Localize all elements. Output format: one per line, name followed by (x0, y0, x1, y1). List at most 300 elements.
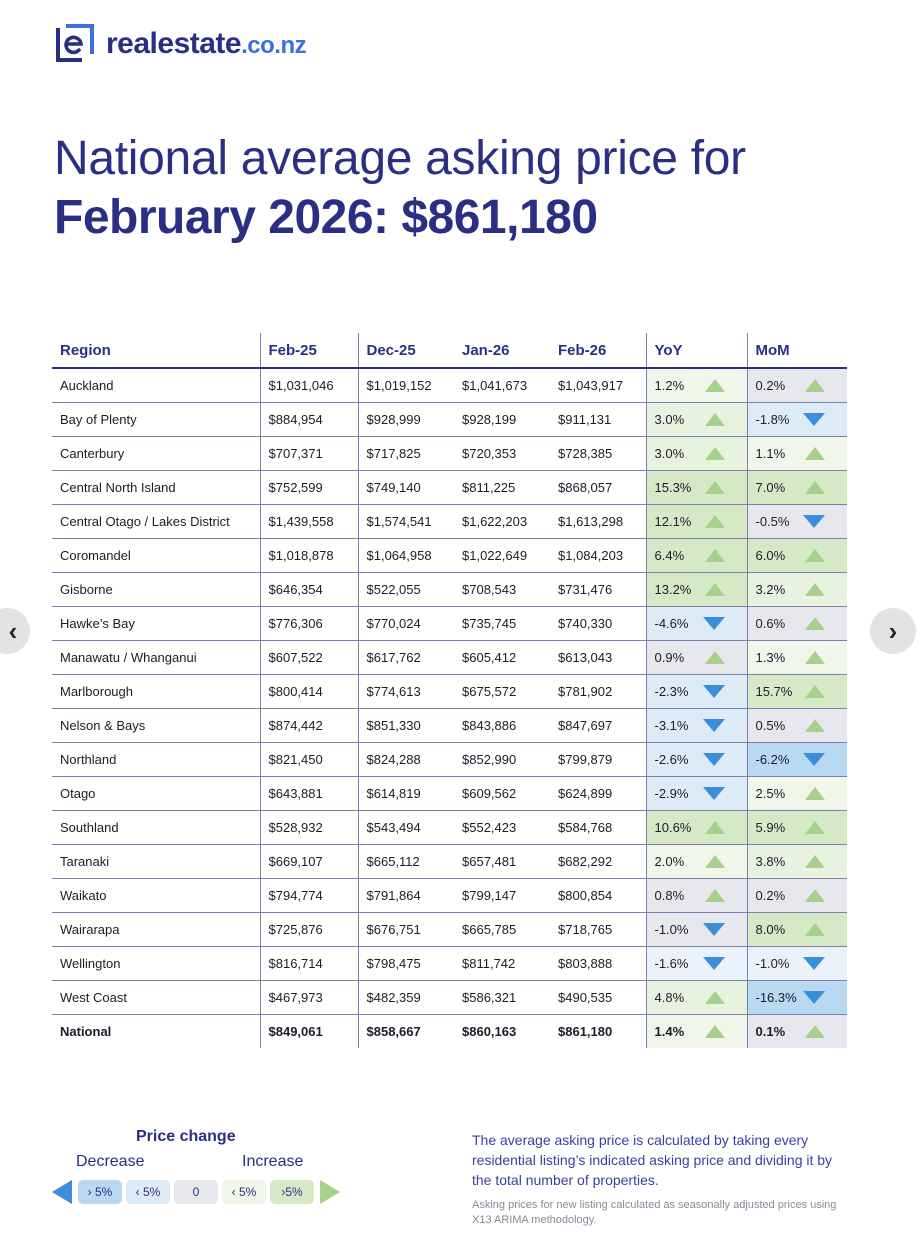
yoy-cell (646, 573, 747, 607)
yoy-value: -2.6% (654, 752, 689, 767)
mom-cell (747, 1015, 847, 1049)
region-cell: Wairarapa (52, 913, 260, 947)
triangle-down-icon (703, 719, 725, 732)
yoy-change (655, 947, 747, 980)
yoy-change (655, 811, 747, 844)
jan26-cell: $605,412 (454, 641, 550, 675)
triangle-up-icon (805, 379, 825, 392)
jan26-cell: $843,886 (454, 709, 550, 743)
realestate-logo-icon (52, 22, 96, 66)
feb25-cell: $776,306 (260, 607, 358, 641)
region-cell: Gisborne (52, 573, 260, 607)
table-row (52, 403, 847, 437)
mom-change (756, 675, 848, 708)
triangle-up-icon (805, 685, 825, 698)
yoy-value: 0.8% (654, 888, 685, 903)
triangle-up-icon (805, 583, 825, 596)
table-header-row (52, 333, 847, 368)
mom-cell (747, 607, 847, 641)
jan26-cell: $609,562 (454, 777, 550, 811)
yoy-cell (646, 539, 747, 573)
yoy-value: -1.0% (654, 922, 689, 937)
feb25-cell: $1,031,046 (260, 368, 358, 403)
triangle-up-icon (705, 379, 725, 392)
dec25-cell: $851,330 (358, 709, 454, 743)
mom-cell (747, 641, 847, 675)
region-cell: Canterbury (52, 437, 260, 471)
triangle-up-icon (805, 447, 825, 460)
dec25-cell: $617,762 (358, 641, 454, 675)
mom-cell (747, 879, 847, 913)
dec25-cell: $717,825 (358, 437, 454, 471)
triangle-down-icon (703, 787, 725, 800)
feb25-cell: $669,107 (260, 845, 358, 879)
mom-cell (747, 913, 847, 947)
asking-price-table-container (52, 333, 847, 1048)
table-row (52, 368, 847, 403)
feb26-cell: $847,697 (550, 709, 646, 743)
triangle-up-icon (805, 855, 825, 868)
table-row (52, 743, 847, 777)
triangle-up-icon (805, 651, 825, 664)
feb26-cell: $613,043 (550, 641, 646, 675)
dec25-cell: $482,359 (358, 981, 454, 1015)
mom-value: 6.0% (755, 548, 786, 563)
dec25-cell: $614,819 (358, 777, 454, 811)
triangle-down-icon (803, 413, 825, 426)
triangle-up-icon (705, 481, 725, 494)
mom-value: 3.8% (755, 854, 786, 869)
feb25-cell: $800,414 (260, 675, 358, 709)
mom-cell (747, 437, 847, 471)
note-main-text: The average asking price is calculated by taking every residential listing’s indicated asking price and dividing it by the total number of properties. (472, 1132, 833, 1188)
table-body (52, 368, 847, 1048)
feb25-cell: $725,876 (260, 913, 358, 947)
mom-value: 1.3% (755, 650, 786, 665)
legend-scale (52, 1180, 340, 1204)
region-cell: Auckland (52, 368, 260, 403)
yoy-change (655, 403, 747, 436)
region-cell: Coromandel (52, 539, 260, 573)
mom-cell (747, 539, 847, 573)
jan26-cell: $928,199 (454, 403, 550, 437)
legend-box-no-change: 0 (174, 1180, 218, 1204)
yoy-cell (646, 437, 747, 471)
region-cell: Hawke’s Bay (52, 607, 260, 641)
mom-change (756, 505, 848, 538)
page-title (54, 130, 746, 248)
legend-box-large-increase: ›5% (270, 1180, 314, 1204)
dec25-cell: $1,574,541 (358, 505, 454, 539)
yoy-change (655, 369, 747, 402)
feb26-cell: $911,131 (550, 403, 646, 437)
yoy-change (655, 471, 747, 504)
region-cell: Waikato (52, 879, 260, 913)
yoy-change (655, 675, 747, 708)
triangle-up-icon (705, 855, 725, 868)
mom-value: 15.7% (755, 684, 793, 699)
triangle-down-icon (703, 753, 725, 766)
mom-change (756, 811, 848, 844)
triangle-down-icon (803, 515, 825, 528)
dec25-cell: $798,475 (358, 947, 454, 981)
yoy-value: 1.2% (654, 378, 685, 393)
yoy-change (655, 743, 747, 776)
mom-cell (747, 845, 847, 879)
triangle-up-icon (705, 413, 725, 426)
triangle-down-icon (703, 685, 725, 698)
region-cell: Marlborough (52, 675, 260, 709)
mom-change (756, 641, 848, 674)
feb26-cell: $682,292 (550, 845, 646, 879)
mom-change (756, 403, 848, 436)
dec25-cell: $774,613 (358, 675, 454, 709)
headline-line2: February 2026: $861,180 (54, 191, 598, 244)
region-cell: Wellington (52, 947, 260, 981)
yoy-value: 12.1% (654, 514, 692, 529)
logo-wordmark (106, 27, 306, 61)
yoy-change (655, 607, 747, 640)
feb26-cell: $1,043,917 (550, 368, 646, 403)
legend-title: Price change (136, 1128, 236, 1145)
mom-value: 2.5% (755, 786, 786, 801)
table-row (52, 777, 847, 811)
yoy-cell (646, 981, 747, 1015)
table-row-national (52, 1015, 847, 1049)
dec25-cell: $1,019,152 (358, 368, 454, 403)
yoy-change (655, 913, 747, 946)
yoy-change (655, 845, 747, 878)
triangle-up-icon (805, 481, 825, 494)
jan26-cell: $852,990 (454, 743, 550, 777)
table-row (52, 437, 847, 471)
region-cell: National (60, 1024, 112, 1039)
jan26-cell: $735,745 (454, 607, 550, 641)
feb25-cell: $821,450 (260, 743, 358, 777)
yoy-value: 3.0% (654, 412, 685, 427)
yoy-cell (646, 947, 747, 981)
table-row (52, 641, 847, 675)
dec25-cell: $665,112 (358, 845, 454, 879)
mom-cell (747, 981, 847, 1015)
feb26-cell: $799,879 (550, 743, 646, 777)
dec25-cell: $770,024 (358, 607, 454, 641)
mom-cell (747, 777, 847, 811)
triangle-up-icon (805, 549, 825, 562)
yoy-cell (646, 368, 747, 403)
dec25-cell: $676,751 (358, 913, 454, 947)
feb26-cell: $718,765 (550, 913, 646, 947)
region-cell: Nelson & Bays (52, 709, 260, 743)
column-header-feb26: Feb-26 (550, 333, 646, 368)
yoy-value: 10.6% (654, 820, 692, 835)
triangle-down-icon (803, 991, 825, 1004)
triangle-up-icon (805, 923, 825, 936)
mom-cell (747, 947, 847, 981)
decrease-arrow-icon (52, 1180, 72, 1204)
feb25-cell: $849,061 (260, 1015, 358, 1049)
yoy-cell (646, 607, 747, 641)
feb25-cell: $752,599 (260, 471, 358, 505)
mom-change (756, 879, 848, 912)
region-cell: West Coast (52, 981, 260, 1015)
feb26-cell: $740,330 (550, 607, 646, 641)
yoy-value: -2.9% (654, 786, 689, 801)
table-row (52, 573, 847, 607)
region-cell: Otago (52, 777, 260, 811)
yoy-value: 15.3% (654, 480, 692, 495)
region-cell: Manawatu / Whanganui (52, 641, 260, 675)
yoy-cell (646, 743, 747, 777)
jan26-cell: $1,622,203 (454, 505, 550, 539)
yoy-change (655, 505, 747, 538)
triangle-up-icon (805, 889, 825, 902)
triangle-down-icon (703, 617, 725, 630)
region-cell: Southland (52, 811, 260, 845)
jan26-cell: $799,147 (454, 879, 550, 913)
yoy-cell (646, 1015, 747, 1049)
mom-cell (747, 811, 847, 845)
next-slide-button[interactable] (870, 608, 916, 654)
mom-value: 0.6% (755, 616, 786, 631)
yoy-value: 4.8% (654, 990, 685, 1005)
yoy-cell (646, 913, 747, 947)
jan26-cell: $657,481 (454, 845, 550, 879)
yoy-cell (646, 709, 747, 743)
feb25-cell: $643,881 (260, 777, 358, 811)
yoy-value: -4.6% (654, 616, 689, 631)
jan26-cell: $720,353 (454, 437, 550, 471)
mom-value: -1.0% (755, 956, 790, 971)
mom-change (756, 913, 848, 946)
table-row (52, 845, 847, 879)
jan26-cell: $1,041,673 (454, 368, 550, 403)
yoy-cell (646, 675, 747, 709)
column-header-jan26: Jan-26 (454, 333, 550, 368)
column-header-dec25: Dec-25 (358, 333, 454, 368)
table-row (52, 913, 847, 947)
chevron-left-icon: ‹ (8, 615, 18, 646)
yoy-value: 6.4% (654, 548, 685, 563)
feb25-cell: $874,442 (260, 709, 358, 743)
mom-change (756, 981, 848, 1014)
mom-cell (747, 403, 847, 437)
triangle-up-icon (705, 991, 725, 1004)
feb26-cell: $731,476 (550, 573, 646, 607)
feb25-cell: $607,522 (260, 641, 358, 675)
logo[interactable] (52, 22, 306, 66)
yoy-change (655, 539, 747, 572)
mom-change (756, 709, 848, 742)
triangle-up-icon (705, 583, 725, 596)
column-header-mom: MoM (747, 333, 847, 368)
yoy-value: -2.3% (654, 684, 689, 699)
yoy-change (655, 437, 747, 470)
triangle-up-icon (805, 719, 825, 732)
mom-cell (747, 471, 847, 505)
yoy-change (655, 709, 747, 742)
mom-value: 3.2% (755, 582, 786, 597)
chevron-right-icon: › (888, 615, 898, 646)
mom-cell (747, 505, 847, 539)
triangle-up-icon (705, 549, 725, 562)
mom-cell (747, 743, 847, 777)
yoy-change (655, 879, 747, 912)
dec25-cell: $824,288 (358, 743, 454, 777)
triangle-up-icon (705, 1025, 725, 1038)
mom-value: -0.5% (755, 514, 790, 529)
mom-value: 0.2% (755, 888, 786, 903)
mom-change (756, 607, 848, 640)
feb25-cell: $1,018,878 (260, 539, 358, 573)
yoy-change (655, 1015, 747, 1048)
table-row (52, 981, 847, 1015)
feb25-cell: $794,774 (260, 879, 358, 913)
column-header-region: Region (52, 333, 260, 368)
mom-value: 5.9% (755, 820, 786, 835)
note-small-text: Asking prices for new listing calculated as seasonally adjusted prices using X13 ARIMA methodology. (472, 1199, 837, 1226)
table-row (52, 539, 847, 573)
yoy-value: 0.9% (654, 650, 685, 665)
jan26-cell: $552,423 (454, 811, 550, 845)
feb25-cell: $528,932 (260, 811, 358, 845)
jan26-cell: $586,321 (454, 981, 550, 1015)
jan26-cell: $708,543 (454, 573, 550, 607)
increase-arrow-icon (320, 1180, 340, 1204)
asking-price-table (52, 333, 847, 1048)
table-row (52, 505, 847, 539)
feb26-cell: $624,899 (550, 777, 646, 811)
mom-value: -6.2% (755, 752, 790, 767)
jan26-cell: $675,572 (454, 675, 550, 709)
table-row (52, 811, 847, 845)
triangle-down-icon (803, 753, 825, 766)
region-cell: Central North Island (52, 471, 260, 505)
yoy-cell (646, 505, 747, 539)
jan26-cell: $811,742 (454, 947, 550, 981)
dec25-cell: $858,667 (358, 1015, 454, 1049)
triangle-down-icon (703, 957, 725, 970)
mom-value: -1.8% (755, 412, 790, 427)
mom-change (756, 437, 848, 470)
triangle-up-icon (805, 821, 825, 834)
table-row (52, 675, 847, 709)
yoy-value: 3.0% (654, 446, 685, 461)
mom-cell (747, 675, 847, 709)
table-row (52, 607, 847, 641)
feb26-cell: $868,057 (550, 471, 646, 505)
mom-change (756, 573, 848, 606)
mom-change (756, 845, 848, 878)
feb26-cell: $1,084,203 (550, 539, 646, 573)
legend-box-large-decrease: › 5% (78, 1180, 122, 1204)
triangle-up-icon (805, 1025, 825, 1038)
feb25-cell: $1,439,558 (260, 505, 358, 539)
triangle-up-icon (705, 889, 725, 902)
triangle-up-icon (805, 787, 825, 800)
dec25-cell: $1,064,958 (358, 539, 454, 573)
dec25-cell: $928,999 (358, 403, 454, 437)
yoy-cell (646, 471, 747, 505)
feb26-cell: $800,854 (550, 879, 646, 913)
previous-slide-button[interactable] (0, 608, 30, 654)
mom-cell (747, 573, 847, 607)
legend-box-small-increase: ‹ 5% (222, 1180, 266, 1204)
triangle-up-icon (705, 447, 725, 460)
jan26-cell: $860,163 (462, 1024, 517, 1039)
logo-name: realestate (106, 27, 242, 60)
mom-change (756, 777, 848, 810)
mom-cell (747, 368, 847, 403)
triangle-up-icon (805, 617, 825, 630)
feb26-cell: $584,768 (550, 811, 646, 845)
yoy-change (655, 981, 747, 1014)
yoy-cell (646, 879, 747, 913)
table-row (52, 709, 847, 743)
yoy-change (655, 573, 747, 606)
yoy-cell (646, 403, 747, 437)
mom-change (756, 369, 848, 402)
jan26-cell: $811,225 (454, 471, 550, 505)
yoy-value: 13.2% (654, 582, 692, 597)
methodology-note (472, 1130, 852, 1228)
yoy-value: -3.1% (654, 718, 689, 733)
feb26-cell: $803,888 (550, 947, 646, 981)
mom-value: 7.0% (755, 480, 786, 495)
yoy-value: 2.0% (654, 854, 685, 869)
yoy-cell (646, 845, 747, 879)
triangle-up-icon (705, 515, 725, 528)
yoy-change (655, 641, 747, 674)
yoy-value: 1.4% (654, 1024, 685, 1039)
feb26-cell: $1,613,298 (550, 505, 646, 539)
column-header-yoy: YoY (646, 333, 747, 368)
yoy-change (655, 777, 747, 810)
feb26-cell: $861,180 (558, 1024, 613, 1039)
dec25-cell: $791,864 (358, 879, 454, 913)
mom-value: 8.0% (755, 922, 786, 937)
mom-change (756, 1015, 848, 1048)
mom-value: 0.1% (755, 1024, 786, 1039)
jan26-cell: $1,022,649 (454, 539, 550, 573)
mom-change (756, 539, 848, 572)
headline-line1: National average asking price for (54, 132, 746, 185)
region-cell: Bay of Plenty (52, 403, 260, 437)
mom-change (756, 471, 848, 504)
feb25-cell: $707,371 (260, 437, 358, 471)
yoy-cell (646, 777, 747, 811)
feb25-cell: $646,354 (260, 573, 358, 607)
yoy-cell (646, 641, 747, 675)
dec25-cell: $749,140 (358, 471, 454, 505)
legend-increase-label: Increase (242, 1153, 304, 1170)
triangle-down-icon (703, 923, 725, 936)
mom-change (756, 947, 848, 980)
column-header-feb25: Feb-25 (260, 333, 358, 368)
jan26-cell: $665,785 (454, 913, 550, 947)
legend-decrease-label: Decrease (76, 1153, 145, 1170)
feb26-cell: $728,385 (550, 437, 646, 471)
region-cell: Northland (52, 743, 260, 777)
triangle-up-icon (705, 651, 725, 664)
table-row (52, 471, 847, 505)
mom-value: -16.3% (755, 990, 797, 1005)
table-row (52, 947, 847, 981)
triangle-down-icon (803, 957, 825, 970)
yoy-value: -1.6% (654, 956, 689, 971)
feb25-cell: $467,973 (260, 981, 358, 1015)
legend-box-small-decrease: ‹ 5% (126, 1180, 170, 1204)
